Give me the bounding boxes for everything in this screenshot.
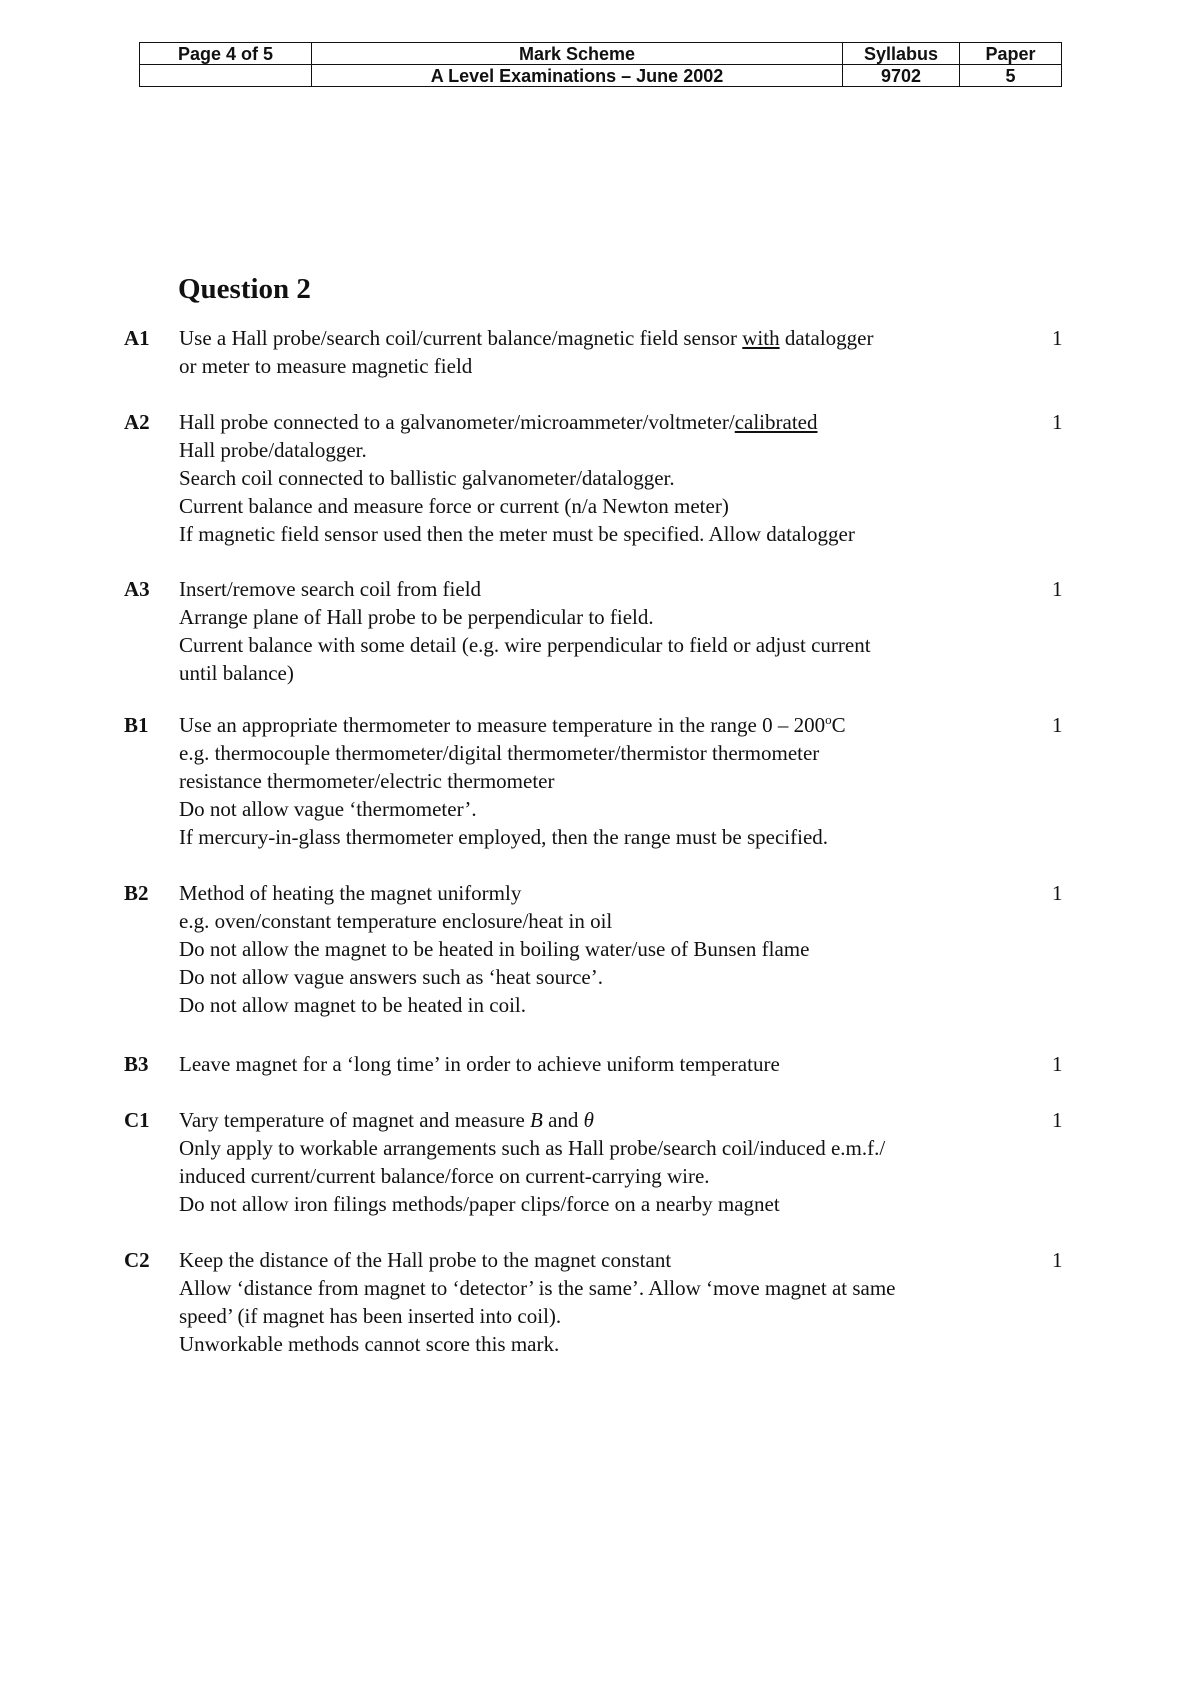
item-text bbox=[179, 408, 1029, 548]
item-code: C2 bbox=[124, 1248, 150, 1272]
item-line: Keep the distance of the Hall probe to the magnet constant bbox=[179, 1248, 672, 1272]
item-line: Hall probe connected to a galvanometer/microammeter/voltmeter/calibrated bbox=[179, 410, 818, 434]
item-code: A3 bbox=[124, 577, 150, 601]
italic-symbol: B bbox=[530, 1108, 543, 1132]
question-title: Question 2 bbox=[178, 273, 311, 305]
item-mark: 1 bbox=[1052, 1108, 1063, 1132]
item-line: Hall probe/datalogger. bbox=[179, 438, 367, 462]
document-subtitle: A Level Examinations – June 2002 bbox=[312, 65, 843, 87]
item-code: B2 bbox=[124, 881, 149, 905]
item-code: B3 bbox=[124, 1052, 149, 1076]
item-line: Method of heating the magnet uniformly bbox=[179, 881, 522, 905]
paper-label: Paper bbox=[960, 43, 1062, 65]
item-line: Do not allow the magnet to be heated in boiling water/use of Bunsen flame bbox=[179, 937, 810, 961]
header-empty-cell bbox=[140, 65, 312, 87]
item-line: If magnetic field sensor used then the meter must be specified. Allow datalogger bbox=[179, 522, 855, 546]
item-line: speed’ (if magnet has been inserted into coil). bbox=[179, 1304, 562, 1328]
header-table bbox=[139, 42, 1062, 87]
item-mark: 1 bbox=[1052, 713, 1063, 737]
item-line: Allow ‘distance from magnet to ‘detector’ is the same’. Allow ‘move magnet at same bbox=[179, 1276, 896, 1300]
syllabus-code: 9702 bbox=[843, 65, 960, 87]
item-line: Use an appropriate thermometer to measure temperature in the range 0 – 200$^o$C bbox=[179, 712, 846, 737]
item-code: B1 bbox=[124, 713, 149, 737]
item-line: Do not allow iron filings methods/paper clips/force on a nearby magnet bbox=[179, 1192, 780, 1216]
item-mark: 1 bbox=[1052, 881, 1063, 905]
item-line: induced current/current balance/force on current-carrying wire. bbox=[179, 1164, 710, 1188]
italic-symbol: θ bbox=[583, 1108, 594, 1132]
item-code: A1 bbox=[124, 326, 150, 350]
item-line: Current balance and measure force or current (n/a Newton meter) bbox=[179, 494, 729, 518]
paper-number: 5 bbox=[960, 65, 1062, 87]
item-mark: 1 bbox=[1052, 410, 1063, 434]
item-line: Do not allow magnet to be heated in coil. bbox=[179, 993, 526, 1017]
item-line: If mercury-in-glass thermometer employed, then the range must be specified. bbox=[179, 825, 829, 849]
item-line: Current balance with some detail (e.g. wire perpendicular to field or adjust current bbox=[179, 633, 871, 657]
item-line: until balance) bbox=[179, 661, 294, 685]
item-line: Arrange plane of Hall probe to be perpendicular to field. bbox=[179, 605, 654, 629]
item-line: Use a Hall probe/search coil/current balance/magnetic field sensor with datalogger bbox=[179, 326, 874, 350]
item-code: A2 bbox=[124, 410, 150, 434]
syllabus-label: Syllabus bbox=[843, 43, 960, 65]
item-text bbox=[179, 711, 1029, 851]
document-title: Mark Scheme bbox=[312, 43, 843, 65]
item-line: Leave magnet for a ‘long time’ in order to achieve uniform temperature bbox=[179, 1052, 780, 1076]
item-line: e.g. thermocouple thermometer/digital thermometer/thermistor thermometer bbox=[179, 741, 820, 765]
header-row-1 bbox=[140, 43, 1062, 65]
header-row-2 bbox=[140, 65, 1062, 87]
item-mark: 1 bbox=[1052, 1052, 1063, 1076]
item-text bbox=[179, 1050, 1029, 1078]
item-line: Vary temperature of magnet and measure B and θ bbox=[179, 1108, 594, 1132]
degree-superscript: o bbox=[825, 712, 832, 727]
item-text bbox=[179, 1246, 1029, 1358]
item-line: Only apply to workable arrangements such as Hall probe/search coil/induced e.m.f./ bbox=[179, 1136, 886, 1160]
item-line: e.g. oven/constant temperature enclosure/heat in oil bbox=[179, 909, 613, 933]
item-line: Do not allow vague ‘thermometer’. bbox=[179, 797, 477, 821]
item-text bbox=[179, 324, 1029, 380]
item-mark: 1 bbox=[1052, 1248, 1063, 1272]
item-text bbox=[179, 575, 1029, 687]
item-mark: 1 bbox=[1052, 577, 1063, 601]
item-line: or meter to measure magnetic field bbox=[179, 354, 473, 378]
item-line: Search coil connected to ballistic galvanometer/datalogger. bbox=[179, 466, 675, 490]
item-line: Insert/remove search coil from field bbox=[179, 577, 482, 601]
item-text bbox=[179, 879, 1029, 1019]
item-line: Do not allow vague answers such as ‘heat source’. bbox=[179, 965, 603, 989]
item-text bbox=[179, 1106, 1029, 1218]
page-number: Page 4 of 5 bbox=[140, 43, 312, 65]
underlined-word: calibrated bbox=[734, 410, 818, 434]
item-line: Unworkable methods cannot score this mark. bbox=[179, 1332, 560, 1356]
underlined-word: with bbox=[742, 326, 780, 350]
item-line: resistance thermometer/electric thermometer bbox=[179, 769, 555, 793]
item-code: C1 bbox=[124, 1108, 150, 1132]
item-mark: 1 bbox=[1052, 326, 1063, 350]
